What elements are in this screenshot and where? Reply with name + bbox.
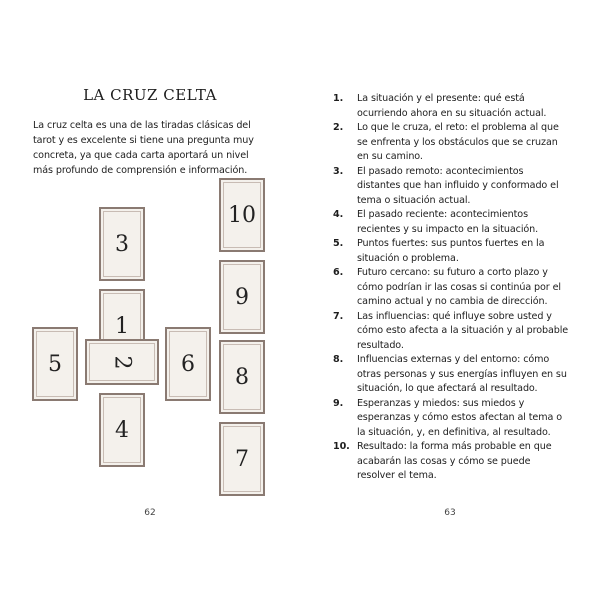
card-number: 2 bbox=[109, 355, 135, 369]
list-item-number: 4. bbox=[333, 209, 344, 220]
list-item-number: 9. bbox=[333, 397, 344, 409]
list-item-number: 3. bbox=[333, 165, 344, 177]
list-item-text: Resultado: la forma más probable en que acabarán las cosas y cómo se puede resolver el tema. bbox=[357, 441, 552, 481]
card-number: 3 bbox=[115, 231, 129, 257]
page-number-right: 63 bbox=[444, 508, 456, 518]
list-item-number: 8. bbox=[333, 354, 344, 365]
card-8 bbox=[219, 340, 265, 414]
card-2 bbox=[85, 339, 159, 385]
list-item-number: 2. bbox=[333, 122, 344, 133]
card-9 bbox=[219, 260, 265, 334]
card-number: 5 bbox=[48, 351, 62, 377]
list-item-text: Influencias externas y del entorno: cómo otras personas y sus energías influyen en su situación, lo que afectará al resultado. bbox=[357, 354, 567, 394]
card-number: 1 bbox=[115, 313, 129, 339]
card-number: 8 bbox=[235, 364, 249, 390]
card-5 bbox=[32, 327, 78, 401]
list-item-text: Esperanzas y miedos: sus miedos y esperanzas y cómo estos afectan al tema o la situación, y, en definitiva, al resultado. bbox=[357, 397, 562, 438]
list-item-text: Futuro cercano: su futuro a corto plazo y cómo podrían ir las cosas si continúa por el camino actual y no cambia de dirección. bbox=[357, 267, 561, 307]
list-item bbox=[333, 353, 569, 397]
card-meaning-list bbox=[333, 92, 569, 484]
list-item bbox=[333, 165, 569, 209]
list-item-text: Puntos fuertes: sus puntos fuertes en la situación o problema. bbox=[357, 238, 545, 264]
card-number: 9 bbox=[235, 284, 249, 310]
card-number: 10 bbox=[228, 202, 256, 228]
list-item-text: La situación y el presente: qué está ocurriendo ahora en su situación actual. bbox=[357, 93, 547, 119]
list-item-text: El pasado reciente: acontecimientos recientes y su impacto en la situación. bbox=[357, 209, 539, 235]
list-item-number: 1. bbox=[333, 93, 344, 104]
card-number: 7 bbox=[235, 446, 249, 472]
card-10 bbox=[219, 178, 265, 252]
list-item-number: 10. bbox=[333, 441, 350, 452]
list-item bbox=[333, 208, 569, 237]
card-4 bbox=[99, 393, 145, 467]
card-7 bbox=[219, 422, 265, 496]
list-item bbox=[333, 440, 569, 484]
list-item bbox=[333, 121, 569, 165]
card-6 bbox=[165, 327, 211, 401]
list-item-text: El pasado remoto: acontecimientos distantes que han influido y conformado el tema o situación actual. bbox=[357, 165, 559, 206]
list-item bbox=[333, 310, 569, 354]
list-item-text: Lo que le cruza, el reto: el problema al que se enfrenta y los obstáculos que se cruzan en su camino. bbox=[357, 122, 559, 162]
list-item bbox=[333, 397, 569, 441]
card-number: 4 bbox=[115, 417, 129, 443]
intro-paragraph: La cruz celta es una de las tiradas clásicas del tarot y es excelente si tiene una pregunta muy concreta, ya que cada carta aportará un nivel más profundo de comprensión e información. bbox=[33, 120, 254, 176]
page-title: LA CRUZ CELTA bbox=[83, 86, 217, 104]
list-item-number: 7. bbox=[333, 310, 344, 322]
list-item-number: 6. bbox=[333, 267, 344, 278]
list-item bbox=[333, 237, 569, 266]
list-item bbox=[333, 92, 569, 121]
card-number: 6 bbox=[181, 351, 195, 377]
page-number-left: 62 bbox=[144, 508, 156, 518]
card-3 bbox=[99, 207, 145, 281]
list-item bbox=[333, 266, 569, 310]
list-item-text: Las influencias: qué influye sobre usted y cómo esto afecta a la situación y al probable resultado. bbox=[357, 310, 569, 351]
list-item-number: 5. bbox=[333, 238, 344, 249]
